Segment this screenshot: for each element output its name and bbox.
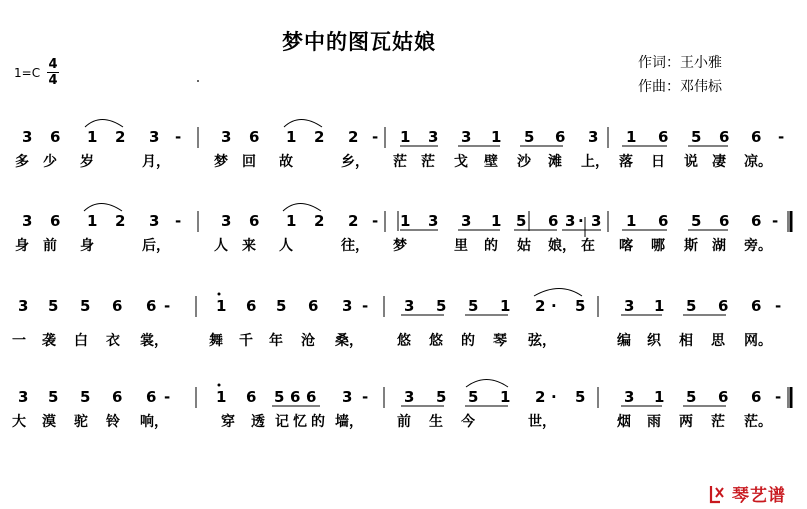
note-digit: 2 — [115, 128, 126, 146]
lyric-char: 袭 — [42, 333, 56, 349]
lyric-char: 记 — [275, 414, 289, 430]
note-digit: 3 — [404, 297, 415, 315]
lyric-char: 多 — [15, 154, 29, 170]
note-digit: 1 — [400, 212, 411, 230]
lyric-char: 岁 — [80, 154, 94, 170]
note-digit: 1 — [87, 212, 98, 230]
lyric-char: 编 — [617, 333, 631, 349]
note-digit: 5 — [516, 212, 527, 230]
note-digit: 5 — [468, 388, 479, 406]
note-digit: 6 — [658, 212, 669, 230]
lyric-char: 雨 — [647, 414, 661, 430]
note-digit: 2 — [348, 212, 359, 230]
song-title: 梦中的图瓦姑娘 — [282, 30, 436, 54]
lyric-char: 旁。 — [744, 238, 772, 254]
lyric-char: 身 — [15, 238, 29, 254]
note-digit: 5 — [524, 128, 535, 146]
lyric-char: 身 — [80, 238, 94, 254]
note-digit: 3 — [18, 297, 29, 315]
note-digit: · — [551, 388, 557, 406]
tie-slur — [284, 120, 322, 128]
note-digit: 5 — [686, 388, 697, 406]
lyric-char: 后， — [142, 238, 170, 254]
note-digit: 5 — [691, 128, 702, 146]
lyric-char: 织 — [647, 333, 661, 349]
lyric-char: 湖 — [712, 238, 726, 254]
lyric-char: 姑 — [517, 238, 531, 254]
lyric-char: 人 — [279, 238, 293, 254]
lyric-char: 的 — [461, 333, 475, 349]
lyric-char: 一 — [12, 333, 26, 349]
lyric-char: 滩 — [548, 154, 562, 170]
lyric-char: 茫 — [421, 154, 435, 170]
lyric-char: 大 — [12, 414, 26, 430]
note-digit: 5 — [686, 297, 697, 315]
note-digit: 3 — [428, 128, 439, 146]
lyric-char: 喀 — [619, 238, 633, 254]
note-digit: 1 — [654, 297, 665, 315]
note-digit: 3 — [624, 388, 635, 406]
lyric-char: 人 — [214, 238, 228, 254]
lyric-char: 生 — [429, 414, 443, 430]
note-digit: · — [578, 212, 584, 230]
lyric-char: 戈 — [454, 154, 468, 170]
note-digit: 5 — [436, 297, 447, 315]
note-digit: 3 — [461, 128, 472, 146]
note-digit: 6 — [751, 128, 762, 146]
note-digit: 6 — [50, 128, 61, 146]
note-digit: 6 — [751, 388, 762, 406]
logo-text: 琴艺谱 — [732, 486, 786, 506]
lyric-char: 说 — [684, 154, 698, 170]
lyric-char: 在 — [581, 238, 595, 254]
note-digit: 6 — [249, 212, 260, 230]
note-digit: 5 — [274, 388, 285, 406]
note-digit: 1 — [286, 128, 297, 146]
lyric-char: 娘， — [548, 238, 576, 254]
hold-dash: - — [175, 128, 182, 146]
note-digit: 1 — [87, 128, 98, 146]
tie-slur — [283, 204, 321, 212]
note-digit: 3 — [149, 212, 160, 230]
note-digit: 3 — [591, 212, 602, 230]
lyric-char: 响， — [140, 414, 168, 430]
lyric-char: 舞 — [209, 333, 223, 349]
lyric-char: 裳， — [140, 333, 168, 349]
lyric-char: 日 — [651, 154, 665, 170]
note-digit: 5 — [48, 388, 59, 406]
lyric-char: 白 — [74, 333, 88, 349]
lyric-char: 年 — [269, 333, 283, 349]
lyric-char: 的 — [484, 238, 498, 254]
note-digit: 1 — [286, 212, 297, 230]
lyric-char: 世， — [528, 414, 556, 430]
note-digit: 6 — [658, 128, 669, 146]
lyric-char: 今 — [461, 414, 475, 430]
note-digit: 2 — [314, 212, 325, 230]
note-digit: 5 — [575, 388, 586, 406]
lyric-char: 烟 — [617, 414, 631, 430]
lyric-char: 回 — [242, 154, 256, 170]
note-digit: 2 — [115, 212, 126, 230]
lyric-char: 月， — [142, 154, 170, 170]
note-digit: 1 — [491, 212, 502, 230]
note-digit: 1 — [500, 297, 511, 315]
note-digit: 1 — [626, 128, 637, 146]
lyric-char: 少 — [43, 154, 57, 170]
lyric-char: 茫。 — [744, 414, 772, 430]
note-digit: 1 — [654, 388, 665, 406]
hold-dash: - — [362, 297, 369, 315]
hold-dash: - — [175, 212, 182, 230]
tie-slur — [534, 289, 582, 297]
note-digit: 6 — [718, 388, 729, 406]
time-signature-top: 4 — [48, 57, 58, 72]
note-digit: 3 — [428, 212, 439, 230]
note-digit: 5 — [276, 297, 287, 315]
lyric-char: 铃 — [106, 414, 120, 430]
lyric-char: 上， — [581, 154, 609, 170]
lyric-char: 往， — [341, 238, 369, 254]
note-digit: 3 — [22, 212, 33, 230]
tie-slur — [466, 380, 508, 388]
lyric-char: 凉。 — [744, 154, 772, 170]
note-digit: 3 — [342, 388, 353, 406]
note-digit: 6 — [112, 388, 123, 406]
note-digit: 3 — [588, 128, 599, 146]
composer-credit: 作曲：邓伟标 — [638, 79, 722, 95]
note-digit: 2 — [314, 128, 325, 146]
lyric-char: 千 — [239, 333, 253, 349]
lyric-char: 故 — [279, 154, 293, 170]
note-digit: 3 — [221, 128, 232, 146]
note-digit: 1 — [500, 388, 511, 406]
lyric-char: 落 — [619, 154, 633, 170]
lyric-char: 两 — [679, 414, 693, 430]
lyric-char: 墙， — [335, 414, 363, 430]
lyric-char: 相 — [679, 333, 693, 349]
tie-slur — [84, 204, 122, 212]
note-digit: 3 — [565, 212, 576, 230]
note-digit: 6 — [718, 297, 729, 315]
lyric-char: 琴 — [493, 333, 507, 349]
lyric-char: 的 — [311, 414, 325, 430]
note-digit: 5 — [48, 297, 59, 315]
note-digit: 3 — [22, 128, 33, 146]
note-digit: 6 — [308, 297, 319, 315]
note-digit: 6 — [719, 128, 730, 146]
lyric-char: 衣 — [106, 333, 120, 349]
lyric-char: 壁 — [484, 154, 498, 170]
note-digit: 6 — [246, 297, 257, 315]
lyric-char: 悠 — [429, 333, 443, 349]
lyric-char: 梦 — [214, 154, 228, 170]
note-digit: 6 — [146, 388, 157, 406]
hold-dash: - — [772, 212, 779, 230]
lyric-char: 里 — [454, 238, 468, 254]
lyric-char: 梦 — [393, 238, 407, 254]
note-digit: 6 — [548, 212, 559, 230]
note-digit: 3 — [624, 297, 635, 315]
note-digit: 3 — [221, 212, 232, 230]
lyricist-credit: 作词：王小雅 — [638, 55, 722, 71]
note-digit: 5 — [468, 297, 479, 315]
note-digit: 1 — [626, 212, 637, 230]
note-digit: 3 — [18, 388, 29, 406]
key-signature: 1=C — [14, 66, 41, 80]
tie-slur — [85, 120, 123, 128]
lyric-char: 透 — [251, 414, 265, 430]
note-digit: · — [551, 297, 557, 315]
hold-dash: - — [775, 297, 782, 315]
lyric-char: 漠 — [42, 414, 56, 430]
note-digit: 1 — [491, 128, 502, 146]
note-digit: 6 — [751, 212, 762, 230]
lyric-char: 驼 — [74, 414, 88, 430]
lyric-char: 茫 — [393, 154, 407, 170]
lyric-char: 弦， — [528, 333, 556, 349]
lyric-char: 乡， — [341, 154, 369, 170]
hold-dash: - — [778, 128, 785, 146]
note-digit: 1 — [216, 388, 227, 406]
note-digit: 2 — [535, 388, 546, 406]
note-digit: 1 — [216, 297, 227, 315]
lyric-char: 沧 — [301, 333, 315, 349]
lyric-char: 桑， — [335, 333, 363, 349]
note-digit: 6 — [555, 128, 566, 146]
note-digit: 6 — [249, 128, 260, 146]
logo-icon — [708, 484, 732, 504]
lyric-char: 穿 — [221, 414, 235, 430]
note-digit: 3 — [149, 128, 160, 146]
note-digit: 6 — [50, 212, 61, 230]
lyric-char: 斯 — [684, 238, 698, 254]
lyric-char: 悠 — [397, 333, 411, 349]
hold-dash: - — [164, 388, 171, 406]
hold-dash: - — [372, 212, 379, 230]
site-logo — [708, 481, 786, 506]
octave-dot — [218, 384, 221, 387]
note-digit: 5 — [80, 388, 91, 406]
note-digit: 3 — [461, 212, 472, 230]
note-digit: 5 — [80, 297, 91, 315]
note-digit: 5 — [575, 297, 586, 315]
octave-dot — [218, 293, 221, 296]
lyric-char: 网。 — [744, 333, 772, 349]
lyric-char: 茫 — [711, 414, 725, 430]
note-digit: 3 — [404, 388, 415, 406]
note-digit: 6 — [719, 212, 730, 230]
note-digit: 1 — [400, 128, 411, 146]
hold-dash: - — [164, 297, 171, 315]
lyric-char: 前 — [43, 238, 57, 254]
note-digit: 5 — [691, 212, 702, 230]
lyric-char: 凄 — [712, 154, 726, 170]
lyric-char: 忆 — [293, 414, 307, 430]
note-digit: 6 — [146, 297, 157, 315]
note-digit: 6 — [306, 388, 317, 406]
hold-dash: - — [372, 128, 379, 146]
time-signature-bottom: 4 — [48, 73, 58, 88]
note-digit: 5 — [436, 388, 447, 406]
note-digit: 2 — [535, 297, 546, 315]
lyric-char: 哪 — [651, 238, 665, 254]
note-digit: 6 — [751, 297, 762, 315]
hold-dash: - — [775, 388, 782, 406]
lyric-char: 来 — [242, 238, 256, 254]
lyric-char: 前 — [397, 414, 411, 430]
lyric-char: 思 — [711, 333, 725, 349]
note-digit: 6 — [246, 388, 257, 406]
note-digit: 2 — [348, 128, 359, 146]
hold-dash: - — [362, 388, 369, 406]
note-digit: 6 — [112, 297, 123, 315]
note-digit: 3 — [342, 297, 353, 315]
lyric-char: 沙 — [517, 154, 531, 170]
note-digit: 6 — [290, 388, 301, 406]
